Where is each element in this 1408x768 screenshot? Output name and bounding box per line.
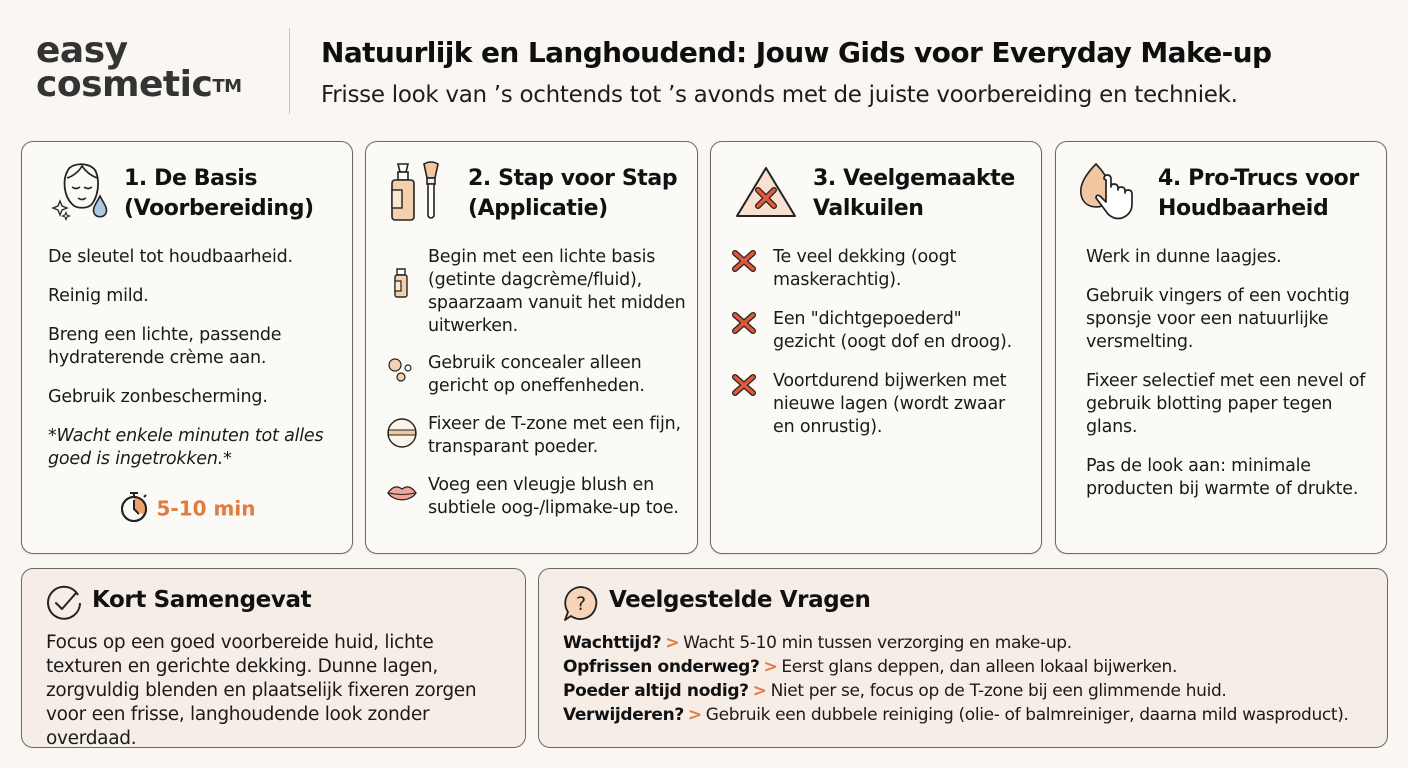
faq-item: Wachttijd? > Wacht 5-10 min tussen verzorging en make-up.	[563, 633, 1072, 653]
foundation-bottle-icon	[386, 268, 418, 300]
concealer-dots-icon	[386, 356, 418, 388]
card-stap-voor-stap	[365, 141, 698, 554]
summary-title: Kort Samengevat	[92, 587, 312, 613]
list-item: Werk in dunne laagjes.	[1086, 247, 1282, 267]
page-title: Natuurlijk en Langhoudend: Jouw Gids voor Everyday Make-up	[321, 36, 1272, 69]
page-subtitle: Frisse look van ’s ochtends tot ’s avonds met de juiste voorbereiding en techniek.	[321, 82, 1238, 108]
header-divider	[289, 28, 290, 114]
header	[0, 0, 1408, 130]
card-title: 4. Pro-Trucs voor Houdbaarheid	[1158, 166, 1359, 221]
brand-logo	[36, 30, 242, 105]
step-item: Voeg een vleugje blush en subtiele oog-/lipmake-up toe.	[392, 474, 687, 520]
wait-note: *Wacht enkele minuten tot alles goed is ingetrokken.*	[48, 426, 324, 469]
trademark: TM	[212, 76, 242, 97]
step-item: Begin met een lichte basis (getinte dagcrème/fluid), spaarzaam vanuit het midden uitwerken.	[392, 246, 687, 338]
card-title: 2. Stap voor Stap (Applicatie)	[468, 166, 678, 221]
pitfall-item: Te veel dekking (oogt maskerachtig).	[737, 246, 1027, 292]
list-item: Reinig mild.	[48, 286, 149, 306]
list-item: Gebruik vingers of een vochtig sponsje voor een natuurlijke versmelting.	[1086, 286, 1350, 352]
brand-line2: cosmetic	[36, 64, 213, 105]
card-basis	[21, 141, 353, 554]
check-circle-icon	[44, 583, 84, 623]
x-mark-icon	[731, 248, 757, 274]
x-mark-icon	[731, 372, 757, 398]
list-item: Fixeer selectief met een nevel of gebruik blotting paper tegen glans.	[1086, 371, 1366, 437]
summary-card	[21, 568, 526, 748]
step-item: Gebruik concealer alleen gericht op oneffenheden.	[392, 352, 687, 398]
step-item: Fixeer de T-zone met een fijn, transparant poeder.	[392, 413, 687, 459]
card-valkuilen	[710, 141, 1042, 554]
x-mark-icon	[731, 310, 757, 336]
face-droplet-icon	[48, 160, 114, 226]
faq-list	[563, 631, 1377, 727]
powder-compact-icon	[386, 417, 418, 449]
summary-text: Focus op een goed voorbereide huid, lichte texturen en gerichte dekking. Dunne lagen, zorgvuldig blenden en plaatselijk fixeren zorgen voor een frisse, langhoudende look zonder overdaad.	[46, 632, 477, 749]
card-pro-trucs	[1055, 141, 1387, 554]
question-bubble-icon	[561, 583, 601, 623]
faq-card	[538, 568, 1388, 748]
stopwatch-icon	[119, 491, 149, 523]
svg-text:?: ?	[575, 593, 587, 615]
sponge-hand-icon	[1076, 160, 1142, 226]
list-item: Gebruik zonbescherming.	[48, 387, 268, 407]
timer-label: 5-10 min	[156, 496, 256, 521]
faq-item: Opfrissen onderweg? > Eerst glans deppen, dan alleen lokaal bijwerken.	[563, 657, 1178, 677]
card-title: 3. Veelgemaakte Valkuilen	[813, 166, 1015, 221]
faq-item: Poeder altijd nodig? > Niet per se, focus op de T-zone bij een glimmende huid.	[563, 681, 1227, 701]
brand-line1: easy	[36, 30, 128, 71]
timer-badge	[22, 494, 352, 526]
list-item: De sleutel tot houdbaarheid.	[48, 247, 293, 267]
faq-title: Veelgestelde Vragen	[609, 587, 871, 613]
pitfall-item: Een "dichtgepoederd" gezicht (oogt dof en droog).	[737, 308, 1027, 354]
list-item: Pas de look aan: minimale producten bij warmte of drukte.	[1086, 456, 1359, 499]
foundation-brush-icon	[386, 160, 452, 226]
warning-triangle-x-icon	[733, 160, 799, 226]
faq-item: Verwijderen? > Gebruik een dubbele reiniging (olie- of balmreiniger, daarna mild wasproduct).	[563, 705, 1349, 725]
list-item: Breng een lichte, passende hydraterende crème aan.	[48, 325, 282, 368]
card-title: 1. De Basis (Voorbereiding)	[124, 166, 314, 221]
lips-icon	[386, 478, 418, 510]
pitfall-item: Voortdurend bijwerken met nieuwe lagen (wordt zwaar en onrustig).	[737, 370, 1027, 439]
